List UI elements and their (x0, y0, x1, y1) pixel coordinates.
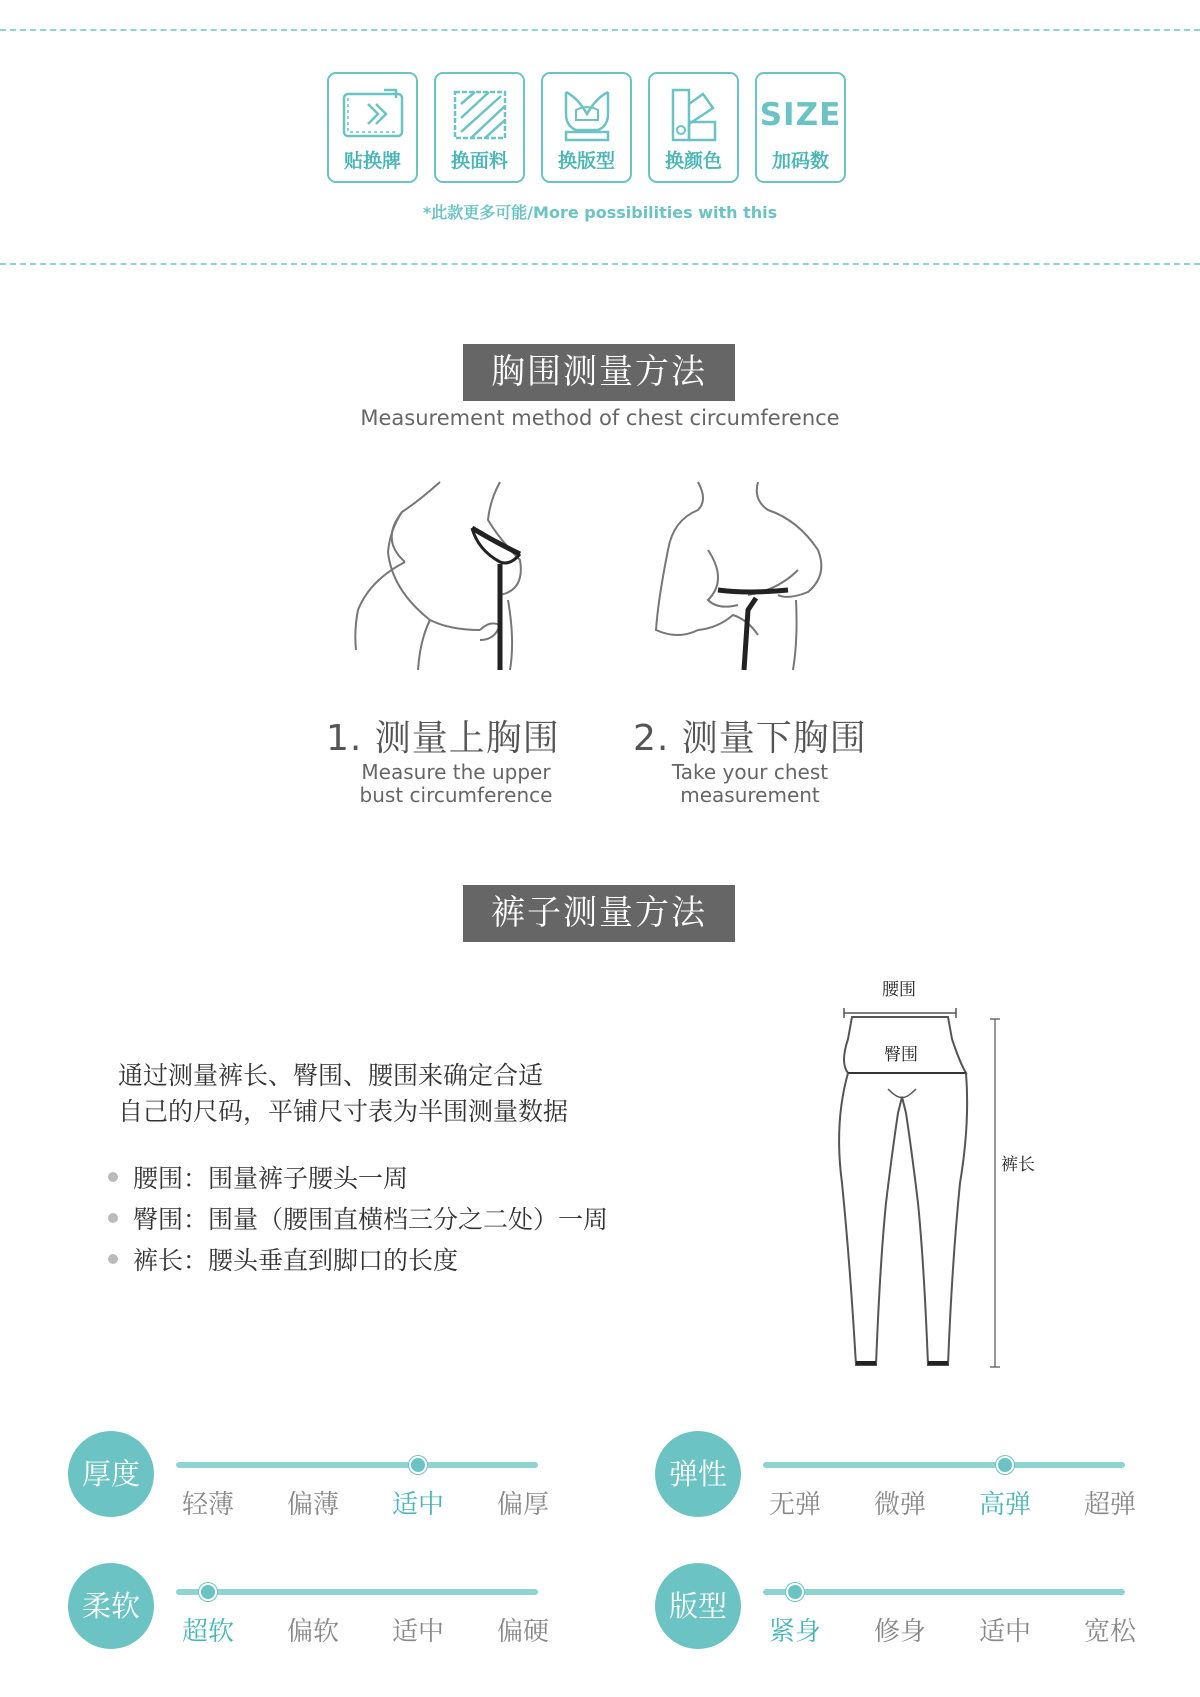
scale-option: 偏厚 (496, 1490, 549, 1520)
step-1-desc-line1: Measure the upper (361, 760, 551, 784)
bra-pattern-icon (543, 80, 630, 150)
service-label: 加码数 (771, 150, 829, 172)
scale-option: 偏软 (286, 1617, 339, 1647)
pants-bullet-list (108, 1158, 608, 1281)
scale-option: 超软 (181, 1617, 234, 1647)
scale-selected-dot (409, 1456, 427, 1474)
scale-track (763, 1462, 1125, 1468)
size-icon: SIZE (759, 97, 842, 133)
scale-track (176, 1589, 538, 1595)
pants-intro-text (118, 1058, 568, 1130)
scale-option: 紧身 (768, 1617, 821, 1647)
list-item: 臀围：围量（腰围直横档三分之二处）一周 (108, 1199, 608, 1240)
scale-thickness (68, 1431, 548, 1521)
scale-option: 微弹 (873, 1490, 926, 1520)
scale-name-badge: 版型 (655, 1563, 741, 1649)
scale-name-badge: 柔软 (68, 1563, 154, 1649)
scale-option: 适中 (978, 1617, 1031, 1647)
list-item: 腰围：围量裤子腰头一周 (108, 1158, 608, 1199)
fabric-icon (436, 80, 523, 150)
step-1-description (326, 761, 586, 807)
waist-label: 腰围 (882, 980, 916, 1000)
step-2-description (620, 761, 880, 807)
service-label: 换面料 (450, 150, 508, 172)
service-pattern[interactable] (541, 72, 632, 183)
scale-track (176, 1462, 538, 1468)
scale-option: 轻薄 (181, 1490, 234, 1520)
step-1-title: 1. 测量上胸围 (326, 718, 560, 759)
service-label: 换颜色 (664, 150, 722, 172)
step-2-desc-line1: Take your chest (671, 760, 829, 784)
service-options (327, 72, 846, 183)
pants-section-title: 裤子测量方法 (463, 885, 735, 942)
service-label: 贴换牌 (343, 150, 401, 172)
upper-bust-illustration (350, 480, 550, 675)
step-2-title: 2. 测量下胸围 (633, 718, 867, 759)
service-color[interactable] (648, 72, 739, 183)
step-2-desc-line2: measurement (680, 783, 820, 807)
chest-section-subtitle: Measurement method of chest circumference (360, 406, 840, 430)
scale-name-badge: 弹性 (655, 1431, 741, 1517)
scale-option: 偏薄 (286, 1490, 339, 1520)
scale-track (763, 1589, 1125, 1595)
pants-intro-line1: 通过测量裤长、臀围、腰围来确定合适 (118, 1061, 544, 1090)
scale-selected-dot (199, 1583, 217, 1601)
services-note: *此款更多可能/More possibilities with this (422, 203, 778, 222)
scale-option: 无弹 (768, 1490, 821, 1520)
pants-diagram (830, 1003, 1010, 1383)
service-label: 换版型 (557, 150, 615, 172)
service-tag-swap[interactable] (327, 72, 418, 183)
scale-selected-dot (996, 1456, 1014, 1474)
scale-name-badge: 厚度 (68, 1431, 154, 1517)
section-divider (0, 263, 1200, 265)
scale-elasticity (655, 1431, 1135, 1521)
scale-option: 超弹 (1083, 1490, 1136, 1520)
scale-option: 高弹 (978, 1490, 1031, 1520)
length-label: 裤长 (1001, 1155, 1035, 1175)
pants-intro-line2: 自己的尺码，平铺尺寸表为半围测量数据 (118, 1097, 569, 1126)
service-size[interactable] (755, 72, 846, 183)
color-swatch-icon (650, 80, 737, 150)
step-1-desc-line2: bust circumference (359, 783, 553, 807)
scale-fit (655, 1563, 1135, 1653)
scale-option: 适中 (391, 1490, 444, 1520)
scale-option: 适中 (391, 1617, 444, 1647)
chest-section-title: 胸围测量方法 (463, 344, 735, 401)
scale-option: 偏硬 (496, 1617, 549, 1647)
scale-option: 宽松 (1083, 1617, 1136, 1647)
top-divider (0, 29, 1200, 31)
tag-swap-icon (329, 80, 416, 150)
under-bust-illustration (648, 480, 838, 675)
hip-label: 臀围 (884, 1045, 918, 1065)
scale-option: 修身 (873, 1617, 926, 1647)
service-fabric[interactable] (434, 72, 525, 183)
scale-selected-dot (786, 1583, 804, 1601)
scale-softness (68, 1563, 548, 1653)
list-item: 裤长：腰头垂直到脚口的长度 (108, 1240, 608, 1281)
